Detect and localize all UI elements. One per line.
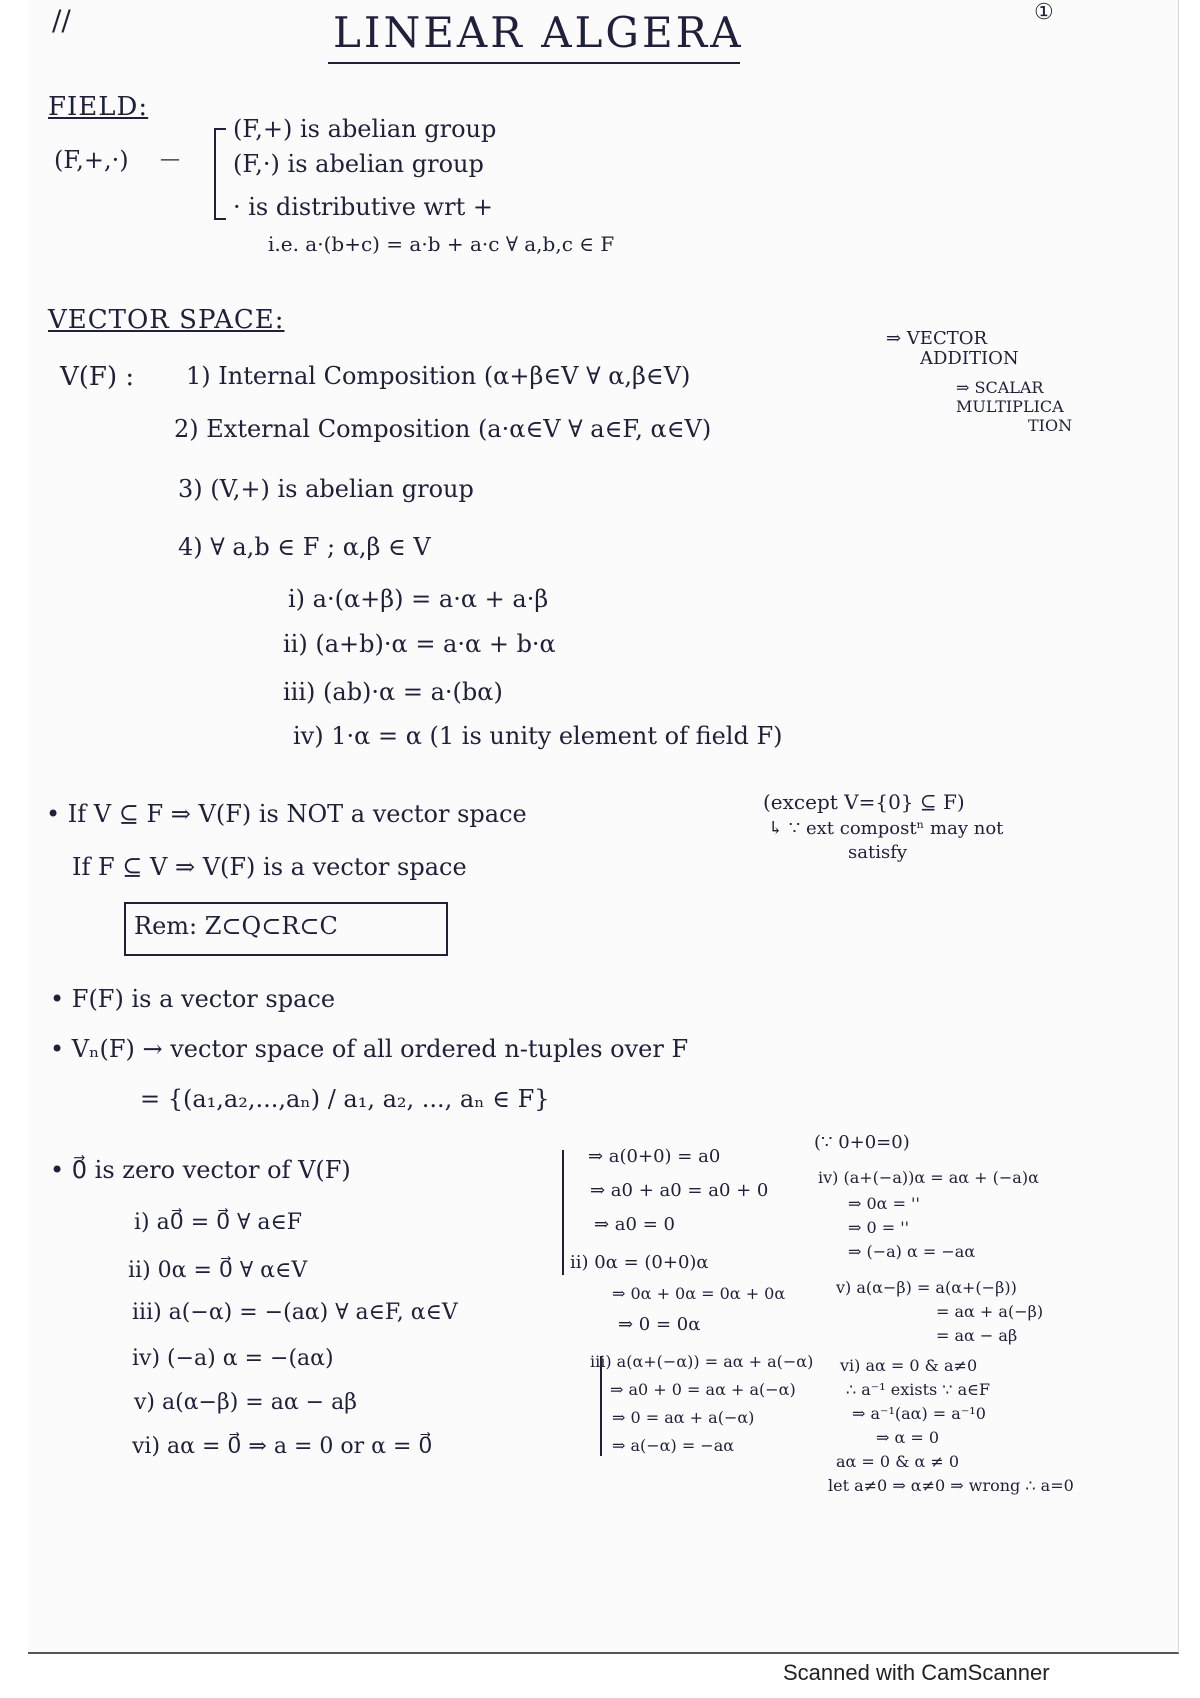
- proof2-line-3: ⇒ 0α = '': [848, 1194, 920, 1213]
- proof1-line-1: ⇒ a(0+0) = a0: [588, 1146, 721, 1167]
- field-line-2: (F,·) is abelian group: [233, 150, 484, 178]
- zero-prop-4: iv) (−a) α = −(aα): [132, 1346, 334, 1371]
- scanner-footer: Scanned with CamScanner: [783, 1660, 1050, 1685]
- field-brace: [214, 128, 216, 220]
- example-2: • Vₙ(F) → vector space of all ordered n-tuples over F: [50, 1035, 689, 1063]
- proof2-line-10: ∴ a⁻¹ exists ∵ a∈F: [846, 1380, 991, 1399]
- page-title: LINEAR ALGERA: [333, 8, 744, 57]
- field-line-3: · is distributive wrt +: [233, 193, 493, 221]
- title-underline: [328, 62, 740, 64]
- zero-prop-1: i) a0⃗ = 0⃗ ∀ a∈F: [134, 1210, 303, 1235]
- remark-line-1: • If V ⊆ F ⇒ V(F) is NOT a vector space: [46, 800, 527, 828]
- axiom-2: ii) (a+b)·α = a·α + b·α: [283, 630, 556, 658]
- proof-divider-upper: [562, 1150, 564, 1275]
- field-heading: FIELD:: [48, 92, 149, 122]
- proof2-line-8: = aα − aβ: [936, 1326, 1018, 1345]
- vector-space-lhs: V(F) :: [60, 362, 135, 392]
- field-brace-bottom: [214, 218, 226, 220]
- axiom-3: iii) (ab)·α = a·(bα): [283, 678, 503, 706]
- vs-item-4: 4) ∀ a,b ∈ F ; α,β ∈ V: [178, 533, 431, 561]
- example-1: • F(F) is a vector space: [50, 985, 336, 1013]
- proof2-line-2: iv) (a+(−a))α = aα + (−a)α: [818, 1168, 1039, 1187]
- remark-line-1-side: (except V={0} ⊆ F): [763, 790, 965, 814]
- field-arrow: —: [160, 146, 180, 170]
- proof1-line-7: iii) a(α+(−α)) = aα + a(−α): [590, 1352, 814, 1371]
- vs-item-3: 3) (V,+) is abelian group: [178, 475, 474, 503]
- proof1-line-5: ⇒ 0α + 0α = 0α + 0α: [612, 1284, 786, 1303]
- zero-prop-3: iii) a(−α) = −(aα) ∀ a∈F, α∈V: [132, 1300, 458, 1325]
- proof2-line-11: ⇒ a⁻¹(aα) = a⁻¹0: [852, 1404, 986, 1423]
- note-vector-addition-2: ADDITION: [920, 348, 1019, 369]
- proof1-line-9: ⇒ 0 = aα + a(−α): [612, 1408, 755, 1427]
- proof2-line-13: aα = 0 & α ≠ 0: [836, 1452, 960, 1471]
- proof2-line-6: v) a(α−β) = a(α+(−β)): [836, 1278, 1017, 1297]
- field-lhs: (F,+,·): [54, 146, 129, 174]
- axiom-4: iv) 1·α = α (1 is unity element of field F): [293, 722, 783, 750]
- note-scalar-3: TION: [1028, 416, 1073, 435]
- page-number: ①: [1034, 0, 1054, 25]
- proof1-line-3: ⇒ a0 = 0: [594, 1214, 675, 1235]
- proof2-line-14: let a≠0 ⇒ α≠0 ⇒ wrong ∴ a=0: [828, 1476, 1074, 1495]
- axiom-1: i) a·(α+β) = a·α + a·β: [288, 585, 549, 613]
- proof1-line-10: ⇒ a(−α) = −aα: [612, 1436, 735, 1455]
- example-3: = {(a₁,a₂,...,aₙ) / a₁, a₂, ..., aₙ ∈ F}: [140, 1085, 550, 1113]
- remark-line-2: If F ⊆ V ⇒ V(F) is a vector space: [72, 853, 467, 881]
- vector-space-heading: VECTOR SPACE:: [48, 305, 285, 335]
- proof1-line-2: ⇒ a0 + a0 = a0 + 0: [590, 1180, 769, 1201]
- zero-prop-5: v) a(α−β) = aα − aβ: [134, 1390, 357, 1415]
- proof1-line-6: ⇒ 0 = 0α: [618, 1314, 701, 1335]
- zero-vector-heading: • 0⃗ is zero vector of V(F): [50, 1156, 351, 1184]
- proof2-line-7: = aα + a(−β): [936, 1302, 1044, 1321]
- remark-line-1-note-2: satisfy: [848, 842, 908, 863]
- field-line-1: (F,+) is abelian group: [233, 115, 497, 143]
- note-scalar-1: ⇒ SCALAR: [956, 378, 1044, 397]
- remark-line-1-note-1: ↳ ∵ ext compostⁿ may not: [768, 818, 1004, 839]
- vs-item-2: 2) External Composition (a·α∈V ∀ a∈F, α∈V): [174, 415, 712, 443]
- proof-divider-lower: [600, 1356, 602, 1456]
- proof2-line-9: vi) aα = 0 & a≠0: [840, 1356, 978, 1375]
- note-scalar-2: MULTIPLICA: [956, 397, 1064, 416]
- zero-prop-2: ii) 0α = 0⃗ ∀ α∈V: [128, 1258, 308, 1283]
- vs-item-1: 1) Internal Composition (α+β∈V ∀ α,β∈V): [186, 362, 691, 390]
- field-line-4: i.e. a·(b+c) = a·b + a·c ∀ a,b,c ∈ F: [268, 232, 615, 256]
- proof2-line-5: ⇒ (−a) α = −aα: [848, 1242, 976, 1261]
- proof2-line-4: ⇒ 0 = '': [848, 1218, 910, 1237]
- zero-prop-6: vi) aα = 0⃗ ⇒ a = 0 or α = 0⃗: [132, 1434, 433, 1459]
- rem-box-text: Rem: Z⊂Q⊂R⊂C: [134, 912, 338, 940]
- field-brace-top: [214, 128, 226, 130]
- proof1-line-4: ii) 0α = (0+0)α: [570, 1252, 709, 1273]
- note-vector-addition-1: ⇒ VECTOR: [886, 328, 988, 349]
- notebook-page: [28, 0, 1179, 1654]
- proof2-line-1: (∵ 0+0=0): [814, 1132, 910, 1153]
- proof2-line-12: ⇒ α = 0: [876, 1428, 940, 1447]
- proof1-line-8: ⇒ a0 + 0 = aα + a(−α): [610, 1380, 796, 1399]
- page-corner-mark: //: [52, 4, 71, 37]
